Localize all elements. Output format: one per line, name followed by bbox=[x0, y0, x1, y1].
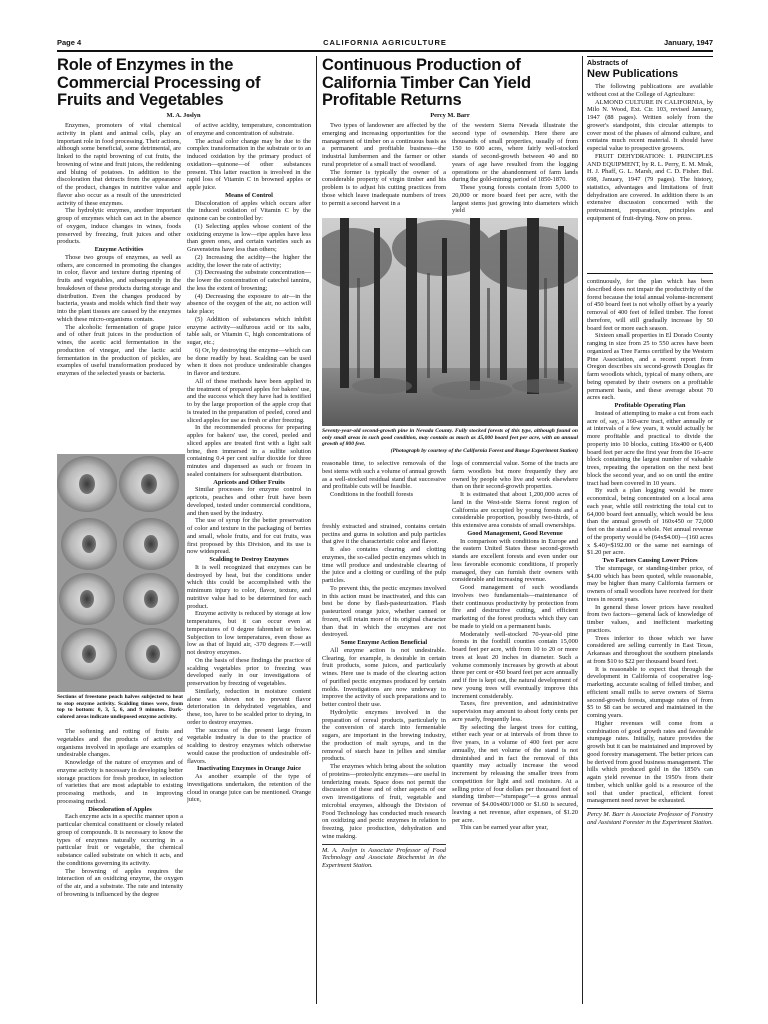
timber-column-c-lower bbox=[322, 460, 446, 1004]
paragraph: (2) Increasing the acidity—the higher the acidity, the lower the rate of activity; bbox=[187, 253, 311, 269]
paragraph: Two types of landowner are affected by the emerging and increasing opportunities for the management of timber on a continuous basis as a permanent and profitable business—the industrial lumbermen and the farmer or other rural proprietor of a small tract of woodland. bbox=[322, 122, 446, 168]
paragraph: The actual color change may be due to the complex transformation in the substrate or to an induced oxidation by the primary product of oxidation—quinone—of other substances present. This latter reaction is involved in the rapid loss of Vitamin C in browned apples or apple juice. bbox=[187, 137, 311, 191]
paragraph: Taxes, fire prevention, and administrative supervision may amount to about forty cents per acre yearly, frequently less. bbox=[452, 700, 578, 723]
timber-column-c-upper bbox=[322, 122, 446, 214]
paragraph: The browning of apples requires the interaction of an oxidizing enzyme, the oxygen of the air, and a substrate. The rate and intensity of browning is influenced by the degree bbox=[57, 867, 183, 898]
paragraph: Each enzyme acts in a specific manner upon a particular chemical constituent or closely related group of compounds. It is necessary to know the types of enzymes naturally occurring in a particular fruit or vegetable, the chemical substance called substrate on which it acts, and the conditions governing its activity. bbox=[57, 813, 183, 867]
paragraph: continuously, for the plan which has been described does not impair the productivity of the forest because the total annual volume-increment of 450 board feet is not wholly offset by a yearly removal of 400 feet of felled timber. The forest therefore, will still gradually increase by 50 board feet or more each season. bbox=[587, 278, 713, 332]
paragraph: Those two groups of enzymes, as well as others, are concerned in promoting the changes in color, flavor and texture during ripening of fruits and vegetables, and subsequently in the breakdown of these products during storage and distribution. Even the changes produced by bacteria, yeasts and molds which find their way into the plant tissues are caused by the enzymes which these micro-organisms contain. bbox=[57, 253, 181, 323]
column-rule bbox=[316, 56, 317, 1004]
paragraph: The stumpage, or standing-timber price, of $4.00 which has been quoted, while reasonable, may be higher than many California farmers or owners of small woodlots have received for their trees in recent years. bbox=[587, 564, 713, 603]
paragraph: (3) Decreasing the substrate concentration—the lower the concentration of catechol tannins, the less the extent of browning; bbox=[187, 269, 311, 292]
paragraph: Similar processes for enzyme control in apricots, peaches and other fruit have been developed, tested under commercial conditions, and then used by the industry. bbox=[187, 486, 311, 517]
abstracts-box bbox=[587, 56, 713, 274]
paragraph: Discoloration of apples which occurs after the induced oxidation of Vitamin C by the quinone can be controlled by: bbox=[187, 199, 311, 222]
enzymes-byline-box bbox=[57, 111, 310, 121]
column-rule bbox=[582, 56, 583, 1004]
paragraph: Moderately well-stocked 70-year-old pine forests in the foothill counties contain 15,000 board feet per acre, with from 10 to 20 or more trees at least 20 inches in diameter. Such a volume commonly increases by growth at about three per cent or 450 board feet per acre annually and if fire is kept out, the natural development of new young trees will eventually improve this increment considerably. bbox=[452, 630, 578, 700]
enzymes-article-title: Role of Enzymes in the Commercial Processing of Fruits and Vegetables bbox=[57, 56, 261, 109]
peach-halves-photo bbox=[57, 454, 185, 692]
enzymes-author-note: M. A. Joslyn is Associate Professor of Food Technology and Associate Biochemist in the Experiment Station. bbox=[322, 844, 446, 870]
subheading: Means of Control bbox=[225, 191, 273, 199]
paragraph: (1) Selecting apples whose content of the oxidizing enzyme is low—ripe apples have less than green ones, and certain varieties such as Gravensteins have less than others; bbox=[187, 222, 311, 253]
paragraph: The former is typically the owner of a considerable property of virgin timber and his problem is to adjust his cutting practices from those which leave inadequate numbers of trees to permit a second harvest in a bbox=[322, 168, 446, 207]
paragraph: As another example of the type of investigations undertaken, the retention of the cloud in orange juice can be mentioned. Orange juice, bbox=[187, 773, 311, 804]
subheading: Some Enzyme Action Beneficial bbox=[340, 639, 428, 646]
timber-column-d-upper bbox=[452, 122, 578, 214]
paragraph: Similarly, reduction in moisture content alone was shown not to prevent flavor deterioration in dehydrated vegetables, and these, too, have to be scalded prior to drying, in order to destroy enzymes. bbox=[187, 687, 311, 726]
paragraph: (4) Decreasing the exposure to air—in the absence of the oxygen of the air, no action will take place; bbox=[187, 292, 311, 315]
paragraph: FRUIT DEHYDRATION: I. PRINCIPLES AND EQUIPMENT, by R. L. Perry, E. M. Mrak, H. J. Phaff, G. L. Marsh, and C. D. Fisher. Bul. 698, January, 1947 (79 pages). The history, statistics, advantages and limitations of fruit dehydration are covered. In addition there is an extensive discussion concerned with the pretreatment, preparation, principles and equipment of fruit-drying. Now on press. bbox=[587, 152, 713, 222]
issue-date: January, 1947 bbox=[663, 38, 713, 47]
timber-byline-box bbox=[322, 111, 578, 121]
timber-column-e bbox=[587, 278, 713, 1004]
paragraph: Hydrolytic enzymes involved in the preparation of cereal products, particularly in the conversion of starch into fermentable sugars, are important in the brewing industry, the production of malt syrups, and in the removal of starch haze in jellies and similar products. bbox=[322, 708, 446, 763]
paragraph: logs of commercial value. Some of the tracts are farm woodlots but more frequently they are owned by people who live and work elsewhere than on their second-growth properties. bbox=[452, 460, 578, 491]
paragraph: In comparison with conditions in Europe and the eastern United States these second-growth stands are excellent forests and even under our less favorable economic conditions, if properly managed, they can furnish their owners with considerable and increasing revenue. bbox=[452, 537, 578, 584]
paragraph: It is reasonable to expect that through the development in California of cooperative log-marketing, accurate scaling of felled timber, and efficient small mills to serve owners of Sierra second-growth forests, stumpage rates of from $5 to $8 can be secured and maintained in the coming years. bbox=[587, 665, 713, 719]
subheading: Profitable Operating Plan bbox=[614, 402, 686, 409]
enzymes-column-b bbox=[187, 122, 311, 1004]
page-number: Page 4 bbox=[57, 38, 82, 47]
paragraph: These young forests contain from 5,000 to 20,000 or more board feet per acre, with the largest stems just growing into diameters which yield bbox=[452, 184, 578, 214]
forest-photo-credit: (Photograph by courtesy of the California Forest and Range Experiment Station) bbox=[390, 447, 578, 454]
paragraph: 6) Or, by destroying the enzyme—which can be done readily by heat. Scalding can be used when it does not produce undesirable changes in flavor and texture. bbox=[187, 346, 311, 377]
enzymes-column-a-upper bbox=[57, 122, 181, 448]
timber-author-note: Percy M. Barr is Associate Professor of Forestry and Assistant Forester in the Experiment Station. bbox=[587, 808, 713, 827]
paragraph: Conditions in the foothill forests bbox=[330, 491, 414, 498]
paragraph: It also contains clearing and clotting enzymes, the so-called pectin enzymes which in time will produce and undesirable clearing of the juice and a clotting or curdling of the pulp particles. bbox=[322, 546, 446, 584]
paragraph: All enzyme action is not undesirable. Clearing, for example, is desirable in certain fruit products, some juices, and particularly wines. Here use is made of the clearing action of purified pectic enzymes produced by certain molds. Investigations are now underway to improve the activity of such preparations and to better control their use. bbox=[322, 646, 446, 708]
paragraph: By such a plan logging would be more economical, being concentrated on a local area each year, while still restricting the total cut to 64,000 board feet annually, which would be less than the annual growth of 160x450 or 72,000 feet on the stand as a whole. Net annual revenue of the property would be (64x$4.00)—(160 acres x $.40)=$192.00 or the same net earnings of $1.20 per acre. bbox=[587, 487, 713, 557]
paragraph: reasonable time, to selective removals of the best stems with such a volume of annual growth as a well-stocked residual stand that successive and profitable cuts will be feasible. bbox=[322, 460, 446, 491]
forest-caption-text: Seventy-year-old second-growth pine in Nevada County. Fully stocked forests of this type, although found on only small areas in such good condition, may contain as much as 45,000 board feet per acre, with an annual growth of 800 feet. bbox=[322, 428, 578, 448]
paragraph: By selecting the largest trees for cutting, either each year or at intervals of from three to five years, in a volume of 400 feet per acre annually, the net volume of the stand is not diminished and in fact the removal of this quantity may actually increase the wood increment by releasing the smaller trees from competition for light and soil moisture. At a selling price of four dollars per thousand feet of standing timber—"stumpage"—a gross annual revenue of $4.00x400/1000 or $1.60 is secured, leaving a net revenue, after expenses, of $1.20 per acre. bbox=[452, 723, 578, 824]
enzymes-column-a-lower bbox=[57, 728, 183, 1004]
subheading: Discoloration of Apples bbox=[88, 805, 152, 813]
forest-photo-caption bbox=[322, 428, 578, 458]
forest-photo bbox=[322, 218, 578, 426]
abstracts-content bbox=[587, 59, 713, 271]
paragraph: Instead of attempting to make a cut from each acre of, say, a 160-acre tract, either annually or at intervals of a few years, it would actually be more profitable and practical to divide the property into 10 blocks, cutting 16x400 or 6,400 board feet per acre the first year from the 16-acre block containing the largest number of valuable trees, repeating the operation on the next best block the second year, and so on until the entire tract had been covered in 10 years. bbox=[587, 409, 713, 487]
subheading: Apricots and Other Fruits bbox=[213, 478, 285, 486]
subheading: Good Management, Good Revenue bbox=[467, 529, 563, 537]
header-rule bbox=[57, 50, 713, 52]
paragraph: Knowledge of the nature of enzymes and of enzyme activity is necessary in developing better storage practices for fresh produce, in selection of varieties that are most adaptable to existing processing methods, and in improving processing method. bbox=[57, 759, 183, 805]
paragraph: Good management of such woodlands involves two fundamentals—maintenance of their continuous productivity by protection from fire and destructive cutting, and efficient marketing of the forest products which they can be made to yield on a permanent basis. bbox=[452, 584, 578, 630]
paragraph: The alcoholic fermentation of grape juice and of other fruit juices in the production of wines, the acetic acid fermentation in the production of vinegar, and the lactic acid fermentation in the production of pickles, are examples of useful transformation produced by enzymes of the selected yeasts or bacteria. bbox=[57, 323, 181, 377]
paragraph: The hydrolytic enzymes, another important group of enzymes which can act in the absence of oxygen, induce changes in wines, foods preserved by freezing, fruit juices and other products. bbox=[57, 207, 181, 246]
peach-halves-image bbox=[57, 454, 185, 692]
timber-column-d-lower bbox=[452, 460, 578, 1004]
paragraph: This can be earned year after year, bbox=[460, 824, 548, 832]
peach-photo-caption: Sections of freestone peach halves subjected to heat to stop enzyme activity. Scalding times were, from top to bottom: 0, 3, 5, 6, and 9 minutes. Dark-colored areas indicate undisposed enzyme activity. bbox=[57, 694, 183, 720]
paragraph: freshly extracted and strained, contains certain pectins and gums in solution and pulp particles that give it the characteristic color and flavor. bbox=[322, 522, 446, 546]
paragraph: All of these methods have been applied in the treatment of prepared apples for bakers' use, and the success which they have had is testified to by the large proportion of the apple crop that is treated in the preparation of peeled, cored and sliced apples for use as fresh or after freezing. bbox=[187, 377, 311, 424]
paragraph: (5) Addition of substances which inhibit enzyme activity—sulfurous acid or its salts, table salt, or Vitamin C, high concentrations of sugar, etc.; bbox=[187, 315, 311, 346]
pine-forest-image bbox=[322, 218, 578, 426]
enzymes-author: M. A. Joslyn bbox=[166, 112, 201, 119]
paragraph: Trees inferior to those which we have considered are selling currently in East Texas, Arkansas and throughout the southern pinelands at from $10 to $22 per thousand board feet. bbox=[587, 634, 713, 665]
paragraph: Enzymes, promoters of vital chemical activity in plant and animal cells, play an important role in food processing. Their actions, although some beneficial, some detrimental, are linked to the rapid browning of cut fruits, the browning of wine and fruit juices, the reddening and bluing of potatoes. In addition to the discoloration that detracts from the appearance of the product, changes in nutritive value and flavor also occur as a result of the unrestricted activity of these enzymes. bbox=[57, 122, 181, 207]
paragraph: Enzyme activity is reduced by storage at low temperatures, but it can occur even at temperatures of 0 degree fahrenheit or below. Subjection to low temperatures, even those as low as that of liquid air, -370 degrees F.—will not destroy enzymes. bbox=[187, 610, 311, 656]
paragraph: In the recommended process for preparing apples for bakers' use, the cored, peeled and sliced apples are treated first with a light salt brine, then immersed in a sulfite solution containing 0.4 per cent sulfur dioxide for three minutes and dispensed as such or frozen in sealed containers for subsequent distribution. bbox=[187, 424, 311, 478]
paragraph: Sixteen small properties in El Dorado County ranging in size from 25 to 550 acres have been organized as Tree Farms certified by the Western Pine Association, and a recent report from Oregon describes six second-growth Douglas fir farm woodlots which, typical of many others, are being operated by their owners on a profitable permanent basis, and these average about 70 acres each. bbox=[587, 332, 713, 402]
paragraph: It is well recognized that enzymes can be destroyed by heat, but the conditions under which this could be accomplished with the minimum injury to color, flavor, texture, and nutritive value had to be determined for each product. bbox=[187, 563, 311, 610]
subheading: Scalding to Destroy Enzymes bbox=[209, 556, 289, 563]
paragraph: The use of syrup for the better preservation of color and texture in the packaging of berries and small, whole fruits, and for cut fruits, was first proposed by this Division, and its use is now widespread. bbox=[187, 517, 311, 556]
subheading: Inactivating Enzymes in Orange Juice bbox=[196, 765, 302, 773]
subheading: Enzyme Activities bbox=[94, 246, 144, 253]
paragraph: It is estimated that about 1,200,000 acres of land in the West-side Sierra forest region of California are occupied by young forests and a considerable proportion, possibly two-thirds, of this extensive area consists of small ownerships. bbox=[452, 491, 578, 529]
subheading: Two Factors Causing Lower Prices bbox=[602, 557, 698, 564]
paragraph: ALMOND CULTURE IN CALIFORNIA, by Milo N. Wood, Ext. Cir. 103, revised January, 1947 (88 pages). Written solely from the grower's standpoint, this circular attempts to cover most of the phases of almond culture, and contains much recent material. It should have especial value to prospective growers. bbox=[587, 98, 713, 152]
page-header bbox=[57, 37, 713, 49]
paragraph: To prevent this, the pectic enzymes involved in this action must be inactivated, and this can best be done by flash-pasteurization. Flash pasteurized orange juice, whether canned or frozen, will retain more of its original character than that in which the enzymes are not destroyed. bbox=[322, 584, 446, 639]
paragraph: of active acidity, temperature, concentration of enzyme and concentration of substrate. bbox=[187, 122, 311, 137]
abstracts-title: New Publications bbox=[587, 68, 679, 80]
abstracts-heading: Abstracts of bbox=[587, 60, 628, 67]
paragraph: In general these lower prices have resulted from two factors—general lack of knowledge of timber values, and inefficient marketing practices. bbox=[587, 603, 713, 634]
paragraph: Higher revenues will come from a combination of good growth rates and favorable stumpage rates. Initially, nature provides the growth but it can be maintained and improved by good forestry management. The better prices can be derived from good business management. The hills which produced gold in the 1850's can again yield revenue in the 1950's from their timber, which unlike gold is a resource of the soil that under practical, efficient forest management need never be exhausted. bbox=[587, 719, 713, 805]
paragraph: The following publications are available without cost at the College of Agriculture: bbox=[587, 83, 713, 98]
timber-author: Percy M. Barr bbox=[430, 112, 470, 119]
paragraph: On the basis of these findings the practice of scalding vegetables prior to freezing was developed early in our investigations of preservation by freezing of vegetables. bbox=[187, 656, 311, 687]
paragraph: The softening and rotting of fruits and vegetables and the products of activity of organisms involved in spoilage are examples of undesirable changes. bbox=[57, 728, 183, 759]
publication-title: CALIFORNIA AGRICULTURE bbox=[323, 38, 447, 47]
timber-article-title: Continuous Production of California Timber Can Yield Profitable Returns bbox=[322, 56, 531, 109]
paragraph: of the western Sierra Nevada illustrate the second type of ownership. Here there are thousands of small properties, usually of from 150 to 600 acres, where fairly well-stocked stands of second-growth between 40 and 80 years of age have resulted from the logging operations or the abandonment of farm lands during the gold-mining period of 1850-1870. bbox=[452, 122, 578, 184]
paragraph: The success of the present large frozen vegetable industry is due to the practice of scalding to destroy enzymes which otherwise would cause the production of undesirable off-flavors. bbox=[187, 726, 311, 765]
paragraph: The enzymes which bring about the solution of proteins—proteolytic enzymes—are useful in tenderizing meats. Space does not permit the discussion of these and of other aspects of our own investigations of fruit, vegetable and microbial enzymes, although the Division of Food Technology has conducted much research on oxidizing and pectic enzymes in relation to freezing, juice production, dehydration and wine making. bbox=[322, 763, 446, 840]
